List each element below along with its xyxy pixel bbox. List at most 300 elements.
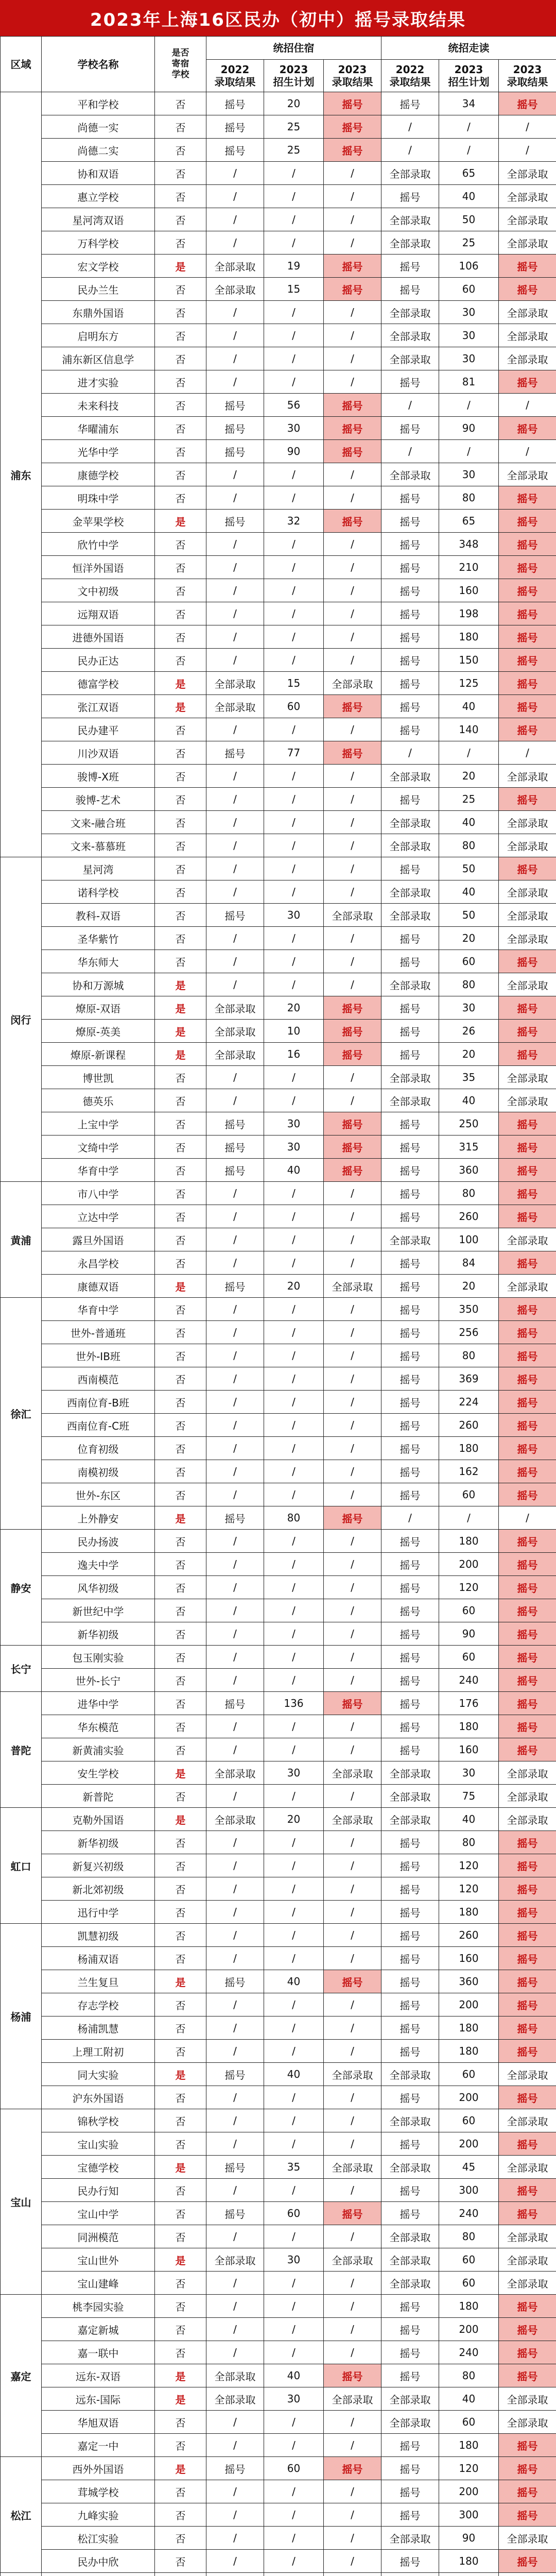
boarding-cell: 是 [155, 2063, 206, 2086]
district-cell: 徐汇 [1, 1298, 42, 1530]
day-2023-cell: 摇号 [499, 2550, 556, 2573]
school-name-cell: 浦东新区信息学 [42, 347, 155, 370]
day-2022-cell: 摇号 [381, 510, 439, 533]
day-2023-cell: 摇号 [499, 2295, 556, 2318]
day-2023-cell: 摇号 [499, 1669, 556, 1692]
school-name-cell: 民办正达 [42, 649, 155, 672]
res-plan-cell: 20 [264, 1275, 324, 1298]
boarding-cell: 否 [155, 1391, 206, 1414]
day-2023-cell: 全部录取 [499, 208, 556, 231]
table-row [1, 1785, 556, 1808]
res-2022-cell: / [206, 486, 264, 510]
table-row [1, 649, 556, 672]
day-2022-cell: 摇号 [381, 1182, 439, 1205]
boarding-cell: 否 [155, 2527, 206, 2550]
day-2023-cell: 摇号 [499, 1460, 556, 1483]
table-row [1, 741, 556, 765]
day-2022-cell: 摇号 [381, 1924, 439, 1947]
res-2023-cell: / [324, 1831, 381, 1854]
school-name-cell: 新华初级 [42, 1622, 155, 1646]
res-plan-cell: 10 [264, 1020, 324, 1043]
school-name-cell: 宝山中学 [42, 2202, 155, 2225]
res-plan-cell: 60 [264, 2457, 324, 2480]
res-plan-cell: / [264, 765, 324, 788]
res-plan-cell: 136 [264, 1692, 324, 1715]
res-2022-cell: / [206, 301, 264, 324]
day-2023-cell: 摇号 [499, 1970, 556, 1993]
day-plan-cell: 20 [439, 927, 499, 950]
day-2023-cell: 全部录取 [499, 880, 556, 904]
res-2023-cell: / [324, 1715, 381, 1738]
day-plan-cell: 180 [439, 2550, 499, 2573]
boarding-cell: 是 [155, 255, 206, 278]
day-2022-cell: 摇号 [381, 1530, 439, 1553]
res-2022-cell: / [206, 1530, 264, 1553]
day-2022-cell: 摇号 [381, 1692, 439, 1715]
school-name-cell: 南模初级 [42, 1460, 155, 1483]
res-plan-cell: 25 [264, 139, 324, 162]
day-2022-cell: 摇号 [381, 1112, 439, 1136]
res-plan-cell: / [264, 834, 324, 857]
res-2022-cell: / [206, 556, 264, 579]
res-2022-cell: 摇号 [206, 2156, 264, 2179]
table-row [1, 2341, 556, 2364]
res-2023-cell: / [324, 1738, 381, 1761]
boarding-cell: 否 [155, 1483, 206, 1506]
school-name-cell: 西南模范 [42, 1367, 155, 1391]
table-row [1, 1414, 556, 1437]
day-2023-cell: 摇号 [499, 1622, 556, 1646]
boarding-cell: 否 [155, 834, 206, 857]
res-plan-cell: / [264, 1553, 324, 1576]
boarding-cell: 否 [155, 2272, 206, 2295]
boarding-cell: 否 [155, 625, 206, 649]
res-2023-cell: / [324, 1599, 381, 1622]
table-row [1, 1761, 556, 1785]
res-2022-cell: / [206, 811, 264, 834]
res-2023-cell: / [324, 1669, 381, 1692]
day-2023-cell: 全部录取 [499, 162, 556, 185]
table-row [1, 718, 556, 741]
day-2023-cell: 全部录取 [499, 301, 556, 324]
res-2023-cell: / [324, 2109, 381, 2132]
school-name-cell: 华旭双语 [42, 2411, 155, 2434]
school-name-cell: 德英乐 [42, 1089, 155, 1112]
day-2023-cell: 摇号 [499, 1182, 556, 1205]
res-2023-cell: 摇号 [324, 255, 381, 278]
boarding-cell: 否 [155, 2295, 206, 2318]
day-2023-cell: 摇号 [499, 950, 556, 973]
day-2023-cell: 摇号 [499, 2132, 556, 2156]
day-plan-cell: 60 [439, 2272, 499, 2295]
school-name-cell: 金苹果学校 [42, 510, 155, 533]
table-row [1, 1947, 556, 1970]
school-name-cell: 包玉刚实验 [42, 1646, 155, 1669]
table-row [1, 625, 556, 649]
res-plan-cell: 32 [264, 510, 324, 533]
day-plan-cell: 260 [439, 1924, 499, 1947]
res-2022-cell: 全部录取 [206, 2364, 264, 2387]
day-2023-cell: 摇号 [499, 417, 556, 440]
res-2022-cell: / [206, 1924, 264, 1947]
res-2023-cell: / [324, 162, 381, 185]
day-2022-cell: 摇号 [381, 1970, 439, 1993]
boarding-cell: 否 [155, 115, 206, 139]
table-row [1, 1715, 556, 1738]
day-2022-cell: 摇号 [381, 2457, 439, 2480]
day-2023-cell: 摇号 [499, 996, 556, 1020]
res-2023-cell: / [324, 2225, 381, 2248]
table-row [1, 185, 556, 208]
res-plan-cell: / [264, 1715, 324, 1738]
day-2022-cell: / [381, 394, 439, 417]
table-row [1, 2364, 556, 2387]
school-name-cell: 华东师大 [42, 950, 155, 973]
day-2022-cell: 全部录取 [381, 324, 439, 347]
boarding-cell: 否 [155, 162, 206, 185]
day-plan-cell: 240 [439, 2202, 499, 2225]
table-row [1, 556, 556, 579]
day-2022-cell: 摇号 [381, 788, 439, 811]
day-2022-cell: 全部录取 [381, 1066, 439, 1089]
school-name-cell: 上外静安 [42, 1506, 155, 1530]
day-2023-cell: 全部录取 [499, 904, 556, 927]
res-2022-cell: / [206, 1947, 264, 1970]
res-2023-cell: / [324, 1089, 381, 1112]
boarding-cell: 否 [155, 2225, 206, 2248]
res-2023-cell: / [324, 834, 381, 857]
boarding-cell: 是 [155, 1020, 206, 1043]
table-row [1, 1298, 556, 1321]
day-2023-cell: 摇号 [499, 1159, 556, 1182]
school-name-cell: 松江实验 [42, 2527, 155, 2550]
day-2023-cell: 摇号 [499, 1367, 556, 1391]
day-2022-cell: 摇号 [381, 1460, 439, 1483]
school-name-cell: 世外-IB班 [42, 1344, 155, 1367]
day-plan-cell: 120 [439, 1854, 499, 1877]
table-row [1, 486, 556, 510]
res-2023-cell: / [324, 2132, 381, 2156]
res-2023-cell: / [324, 301, 381, 324]
boarding-cell: 否 [155, 1205, 206, 1228]
day-plan-cell: 50 [439, 208, 499, 231]
res-2022-cell: / [206, 1831, 264, 1854]
day-2023-cell: 摇号 [499, 1831, 556, 1854]
day-2023-cell: 全部录取 [499, 1761, 556, 1785]
day-2022-cell: 全部录取 [381, 347, 439, 370]
day-2022-cell: 全部录取 [381, 463, 439, 486]
admission-table [0, 36, 556, 2576]
day-2023-cell: 全部录取 [499, 1066, 556, 1089]
day-2022-cell: 全部录取 [381, 2063, 439, 2086]
res-plan-cell: 30 [264, 1136, 324, 1159]
school-name-cell: 桃李园实验 [42, 2295, 155, 2318]
res-2023-cell: / [324, 973, 381, 996]
res-2022-cell: 摇号 [206, 440, 264, 463]
day-2022-cell: 摇号 [381, 718, 439, 741]
school-name-cell: 川沙双语 [42, 741, 155, 765]
table-row [1, 2179, 556, 2202]
school-name-cell: 远东-国际 [42, 2387, 155, 2411]
day-plan-cell: 80 [439, 1182, 499, 1205]
day-2023-cell: 摇号 [499, 1530, 556, 1553]
day-2022-cell: 摇号 [381, 2295, 439, 2318]
table-row [1, 602, 556, 625]
day-2023-cell: 摇号 [499, 556, 556, 579]
res-2023-cell: / [324, 718, 381, 741]
res-2023-cell: / [324, 2527, 381, 2550]
day-2023-cell: / [499, 115, 556, 139]
day-plan-cell: 40 [439, 2387, 499, 2411]
school-name-cell: 协和双语 [42, 162, 155, 185]
school-name-cell: 星河湾 [42, 857, 155, 880]
res-plan-cell: / [264, 1785, 324, 1808]
res-plan-cell: / [264, 1414, 324, 1437]
table-row [1, 2550, 556, 2573]
res-plan-cell: / [264, 2086, 324, 2109]
res-plan-cell: / [264, 1530, 324, 1553]
day-2023-cell: 摇号 [499, 625, 556, 649]
day-plan-cell: 40 [439, 1089, 499, 1112]
day-2022-cell: 摇号 [381, 2086, 439, 2109]
day-2023-cell: 全部录取 [499, 927, 556, 950]
res-2022-cell: 全部录取 [206, 1020, 264, 1043]
school-name-cell: 茸城学校 [42, 2480, 155, 2503]
day-plan-cell: 106 [439, 255, 499, 278]
day-2023-cell: 摇号 [499, 1043, 556, 1066]
res-plan-cell: 30 [264, 904, 324, 927]
table-row [1, 1228, 556, 1251]
day-plan-cell: 180 [439, 2040, 499, 2063]
day-2023-cell: 全部录取 [499, 463, 556, 486]
res-plan-cell: / [264, 162, 324, 185]
res-2023-cell: 摇号 [324, 1692, 381, 1715]
table-row [1, 2503, 556, 2527]
boarding-cell: 是 [155, 672, 206, 695]
day-2022-cell: 摇号 [381, 2364, 439, 2387]
res-2022-cell: / [206, 2109, 264, 2132]
boarding-cell: 否 [155, 301, 206, 324]
boarding-cell: 否 [155, 139, 206, 162]
res-plan-cell: / [264, 370, 324, 394]
day-plan-cell: 224 [439, 1391, 499, 1414]
res-2023-cell: / [324, 2434, 381, 2457]
school-name-cell: 西外外国语 [42, 2457, 155, 2480]
res-2022-cell: / [206, 2179, 264, 2202]
day-2023-cell: 摇号 [499, 2318, 556, 2341]
day-2022-cell: 摇号 [381, 486, 439, 510]
res-plan-cell: / [264, 2179, 324, 2202]
school-name-cell: 华曜浦东 [42, 417, 155, 440]
res-2023-cell: / [324, 1877, 381, 1901]
res-plan-cell: / [264, 2318, 324, 2341]
res-plan-cell: 40 [264, 1159, 324, 1182]
res-2022-cell: 摇号 [206, 1136, 264, 1159]
boarding-cell: 否 [155, 1530, 206, 1553]
table-row [1, 1437, 556, 1460]
res-plan-cell: / [264, 533, 324, 556]
day-2023-cell: 摇号 [499, 1854, 556, 1877]
res-2022-cell: / [206, 370, 264, 394]
res-2023-cell: / [324, 1785, 381, 1808]
school-name-cell: 杨浦双语 [42, 1947, 155, 1970]
res-2023-cell: / [324, 2503, 381, 2527]
res-2023-cell: / [324, 765, 381, 788]
school-name-cell: 九峰实验 [42, 2503, 155, 2527]
table-row [1, 2040, 556, 2063]
day-plan-cell: 40 [439, 1808, 499, 1831]
boarding-cell: 否 [155, 649, 206, 672]
res-plan-cell: / [264, 2341, 324, 2364]
day-2022-cell: 摇号 [381, 1854, 439, 1877]
boarding-cell: 是 [155, 1970, 206, 1993]
day-plan-cell: 160 [439, 1738, 499, 1761]
res-2023-cell: / [324, 1530, 381, 1553]
school-name-cell: 文来-慕慕班 [42, 834, 155, 857]
day-2023-cell: 全部录取 [499, 2527, 556, 2550]
table-row [1, 2318, 556, 2341]
day-plan-cell: 50 [439, 857, 499, 880]
school-name-cell: 存志学校 [42, 1993, 155, 2016]
school-name-cell: 嘉一联中 [42, 2341, 155, 2364]
boarding-cell: 否 [155, 2503, 206, 2527]
day-2023-cell: 全部录取 [499, 1785, 556, 1808]
res-plan-cell: / [264, 880, 324, 904]
school-name-cell: 新普陀 [42, 1785, 155, 1808]
day-2022-cell: 摇号 [381, 2016, 439, 2040]
day-plan-cell: 260 [439, 1414, 499, 1437]
school-name-cell: 华育中学 [42, 1298, 155, 1321]
table-row [1, 950, 556, 973]
table-row [1, 2086, 556, 2109]
table-row [1, 1136, 556, 1159]
day-plan-cell: 348 [439, 533, 499, 556]
day-2022-cell: 全部录取 [381, 1228, 439, 1251]
day-2023-cell: 全部录取 [499, 231, 556, 255]
boarding-cell: 是 [155, 2156, 206, 2179]
day-2023-cell: 摇号 [499, 2341, 556, 2364]
res-plan-cell: 77 [264, 741, 324, 765]
day-2022-cell: 全部录取 [381, 811, 439, 834]
boarding-cell: 否 [155, 370, 206, 394]
day-2022-cell: 摇号 [381, 1669, 439, 1692]
day-2023-cell: 摇号 [499, 370, 556, 394]
table-row [1, 1321, 556, 1344]
res-plan-cell: / [264, 602, 324, 625]
res-2022-cell: / [206, 1715, 264, 1738]
day-2023-cell: 摇号 [499, 2086, 556, 2109]
table-row [1, 1391, 556, 1414]
res-2022-cell: / [206, 1854, 264, 1877]
day-plan-cell: 315 [439, 1136, 499, 1159]
res-2022-cell: / [206, 1553, 264, 1576]
res-2022-cell: 摇号 [206, 904, 264, 927]
res-2023-cell: / [324, 1228, 381, 1251]
table-row [1, 1344, 556, 1367]
res-plan-cell: / [264, 1993, 324, 2016]
day-plan-cell: 180 [439, 2434, 499, 2457]
res-2023-cell: / [324, 1437, 381, 1460]
table-row [1, 1251, 556, 1275]
table-body [1, 92, 556, 2576]
day-2022-cell: 摇号 [381, 602, 439, 625]
day-2023-cell: 摇号 [499, 2202, 556, 2225]
res-2023-cell: / [324, 1321, 381, 1344]
school-name-cell: 立达中学 [42, 1205, 155, 1228]
day-2022-cell: 摇号 [381, 2550, 439, 2573]
res-2022-cell: / [206, 2295, 264, 2318]
res-2023-cell: 摇号 [324, 440, 381, 463]
res-plan-cell: 35 [264, 2156, 324, 2179]
res-2022-cell: 全部录取 [206, 1761, 264, 1785]
table-row [1, 1530, 556, 1553]
district-cell [1, 2573, 42, 2576]
district-cell: 普陀 [1, 1692, 42, 1808]
day-2023-cell: 摇号 [499, 1715, 556, 1738]
day-plan-cell: 180 [439, 1437, 499, 1460]
day-2022-cell: 摇号 [381, 2341, 439, 2364]
table-row [1, 695, 556, 718]
day-2022-cell: 摇号 [381, 1993, 439, 2016]
res-2022-cell: / [206, 1646, 264, 1669]
boarding-cell: 否 [155, 765, 206, 788]
res-2023-cell: 全部录取 [324, 1275, 381, 1298]
district-cell: 嘉定 [1, 2295, 42, 2457]
day-2023-cell: 摇号 [499, 486, 556, 510]
boarding-cell: 是 [155, 2387, 206, 2411]
boarding-cell: 否 [155, 2132, 206, 2156]
res-2022-cell: 全部录取 [206, 2248, 264, 2272]
day-plan-cell: 60 [439, 2248, 499, 2272]
school-name-cell: 张江双语 [42, 695, 155, 718]
table-row [1, 2387, 556, 2411]
day-plan-cell: 90 [439, 417, 499, 440]
boarding-cell: 否 [155, 185, 206, 208]
day-plan-cell: / [439, 115, 499, 139]
res-2023-cell: / [324, 486, 381, 510]
day-plan-cell: 30 [439, 1761, 499, 1785]
res-2023-cell: / [324, 1483, 381, 1506]
day-2022-cell: 摇号 [381, 1344, 439, 1367]
day-plan-cell: 200 [439, 1553, 499, 1576]
school-name-cell: 上理工附初 [42, 2040, 155, 2063]
day-2022-cell: / [381, 1506, 439, 1530]
day-plan-cell: 210 [439, 556, 499, 579]
table-row [1, 1089, 556, 1112]
table-row [1, 1854, 556, 1877]
res-plan-cell: 60 [264, 2202, 324, 2225]
day-2022-cell: 全部录取 [381, 1761, 439, 1785]
res-2023-cell: / [324, 533, 381, 556]
boarding-cell: 否 [155, 741, 206, 765]
res-2022-cell: / [206, 788, 264, 811]
res-2023-cell [324, 2573, 381, 2576]
day-2022-cell: 摇号 [381, 1251, 439, 1275]
day-2023-cell: 摇号 [499, 2457, 556, 2480]
school-name-cell: 进德外国语 [42, 625, 155, 649]
school-name-cell: 新华初级 [42, 1831, 155, 1854]
day-plan-cell: 180 [439, 1901, 499, 1924]
table-row [1, 672, 556, 695]
res-2022-cell: / [206, 857, 264, 880]
day-plan-cell: 60 [439, 2109, 499, 2132]
day-2022-cell: 全部录取 [381, 1808, 439, 1831]
school-name-cell: 同大实验 [42, 2063, 155, 2086]
res-plan-cell: 30 [264, 1112, 324, 1136]
res-2022-cell: / [206, 1669, 264, 1692]
day-2022-cell: 全部录取 [381, 973, 439, 996]
res-plan-cell: / [264, 556, 324, 579]
